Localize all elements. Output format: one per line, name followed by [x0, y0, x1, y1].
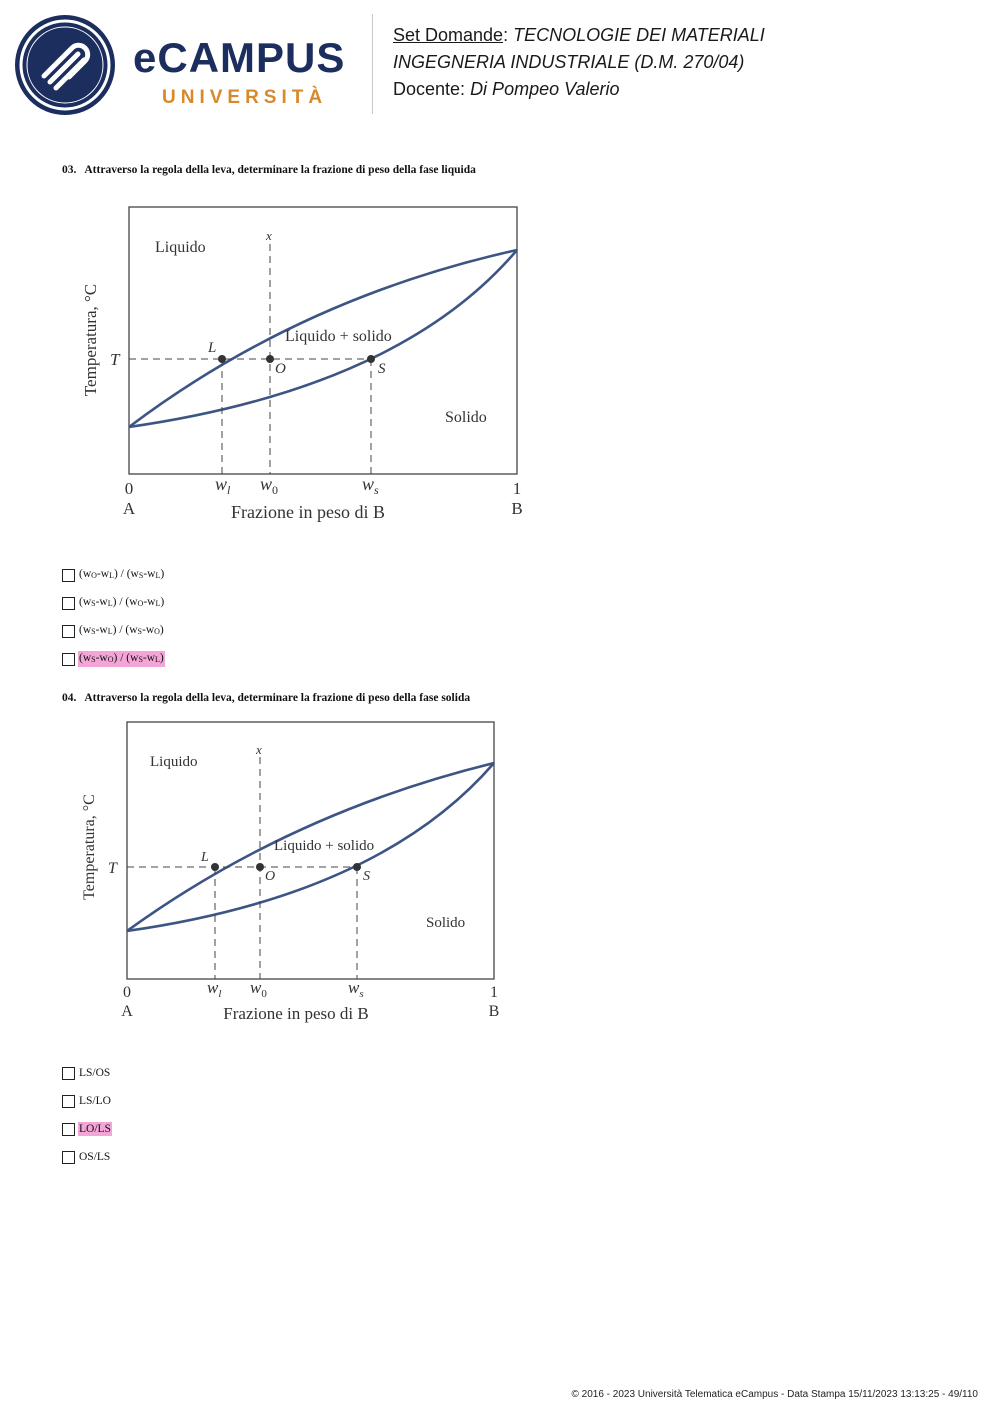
ws-tick-label: $w_s$ — [362, 474, 379, 497]
point-s-marker — [353, 863, 361, 871]
tick-1-label: 1 — [490, 984, 498, 1001]
point-l-marker — [211, 863, 219, 871]
point-s-marker — [367, 355, 375, 363]
x-line-label: x — [266, 228, 272, 243]
region-liquid-label: Liquido — [150, 754, 198, 770]
point-l-label: L — [208, 340, 217, 356]
answer-option[interactable] — [62, 1149, 111, 1165]
point-o-marker — [266, 355, 274, 363]
teacher-name: Di Pompeo Valerio — [470, 79, 620, 99]
region-solid-label: Solido — [445, 409, 487, 426]
region-two-phase-label: Liquido + solido — [285, 328, 392, 345]
set-label: Set Domande — [393, 25, 504, 45]
course-subtitle: INGEGNERIA INDUSTRIALE (D.M. 270/04) — [393, 52, 745, 72]
answer-checkbox[interactable] — [62, 597, 75, 610]
answer-checkbox[interactable] — [62, 653, 75, 666]
x-line-label: x — [256, 742, 262, 757]
y-axis-label: Temperatura, °C — [81, 794, 98, 900]
x-axis-label: Frazione in peso di B — [231, 502, 385, 522]
ws-tick-label: $w_s$ — [348, 978, 364, 1000]
point-o-label: O — [275, 361, 286, 377]
tick-0-label: 0 — [123, 984, 131, 1001]
answer-option[interactable] — [62, 1093, 112, 1109]
region-liquid-label: Liquido — [155, 239, 206, 256]
temperature-label: T — [108, 860, 117, 877]
answer-checkbox[interactable] — [62, 1095, 75, 1108]
answer-option[interactable] — [62, 1121, 112, 1137]
answer-text: LS/OS — [79, 1067, 111, 1079]
wl-tick-label: $w_l$ — [215, 474, 231, 497]
phase-diagram — [70, 713, 540, 1033]
x-axis-label: Frazione in peso di B — [223, 1004, 369, 1023]
w0-tick-label: $w_0$ — [260, 474, 279, 497]
point-o-label: O — [265, 869, 276, 884]
question-text: Attraverso la regola della leva, determinare la frazione di peso della fase solida — [84, 692, 471, 704]
answer-option[interactable] — [62, 651, 165, 667]
answer-text: $(w_S-w_L) / (w_O-w_L)$ — [79, 596, 165, 608]
page-footer: © 2016 - 2023 Università Telematica eCampus - Data Stampa 15/11/2023 13:13:25 - 49/110 — [571, 1389, 978, 1400]
tick-1-label: 1 — [512, 479, 522, 498]
answer-text: LS/LO — [79, 1095, 111, 1107]
answer-text: $(w_S-w_L) / (w_S-w_O)$ — [79, 624, 164, 636]
region-solid-label: Solido — [426, 915, 466, 931]
end-a-label: A — [121, 1003, 133, 1020]
end-b-label: B — [488, 1003, 500, 1020]
question-heading — [62, 692, 470, 704]
answer-text: $(w_O-w_L) / (w_S-w_L)$ — [79, 568, 165, 580]
point-s-label: S — [378, 361, 386, 377]
phase-diagram — [70, 198, 540, 528]
point-l-marker — [218, 355, 226, 363]
point-o-marker — [256, 863, 264, 871]
temperature-label: T — [110, 350, 120, 369]
wl-tick-label: $w_l$ — [207, 978, 222, 1000]
w0-tick-label: $w_0$ — [250, 978, 267, 1000]
answer-option[interactable] — [62, 623, 165, 639]
y-axis-label: Temperatura, °C — [81, 283, 100, 397]
page-header — [0, 0, 1000, 130]
point-l-label: L — [201, 850, 209, 865]
question-number: 04. — [62, 692, 77, 704]
ecampus-emblem-icon — [14, 14, 116, 116]
course-info: Set Domande: TECNOLOGIE DEI MATERIALI INGEGNERIA INDUSTRIALE (D.M. 270/04) Docente: Di Pompeo Valerio — [393, 25, 765, 99]
answer-checkbox[interactable] — [62, 569, 75, 582]
answer-option[interactable] — [62, 1065, 111, 1081]
answer-checkbox[interactable] — [62, 1067, 75, 1080]
tick-0-label: 0 — [124, 479, 134, 498]
end-b-label: B — [511, 499, 523, 518]
answer-option[interactable] — [62, 595, 165, 611]
question-number: 03. — [62, 164, 77, 176]
answer-checkbox[interactable] — [62, 1151, 75, 1164]
correct-answer-text: $(w_S-w_O) / (w_S-w_L)$ — [78, 651, 165, 667]
region-two-phase-label: Liquido + solido — [274, 838, 375, 854]
end-a-label: A — [122, 499, 136, 518]
answer-checkbox[interactable] — [62, 1123, 75, 1136]
answer-option[interactable] — [62, 567, 165, 583]
point-s-label: S — [363, 869, 370, 884]
question-text: Attraverso la regola della leva, determinare la frazione di peso della fase liquida — [84, 164, 476, 176]
answer-checkbox[interactable] — [62, 625, 75, 638]
universita-logo-text: UNIVERSITÀ — [162, 87, 328, 108]
header-divider — [372, 14, 373, 114]
ecampus-logo-text: eCAMPUS — [133, 34, 346, 81]
answer-text: OS/LS — [79, 1151, 111, 1163]
teacher-label: Docente — [393, 79, 461, 99]
course-title: TECNOLOGIE DEI MATERIALI — [513, 25, 765, 45]
question-heading — [62, 164, 476, 176]
correct-answer-text: LO/LS — [79, 1123, 111, 1135]
